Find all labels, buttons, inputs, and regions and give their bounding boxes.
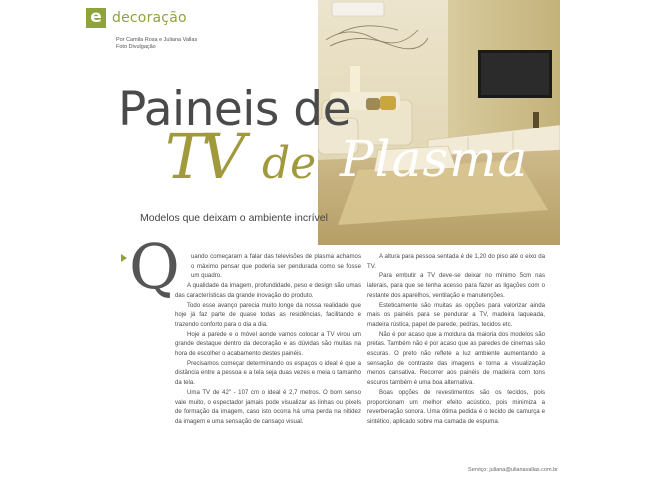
paragraph: Todo esse avanço parecia muito longe da nossa realidade que hoje já faz parte de quase todas as residências, facilitando e trazendo conforto para o dia a dia. — [175, 301, 361, 328]
paragraph: uando começaram a falar das televisões de plasma achamos o máximo pensar que poderia ser pendurada como se fosse um quadro. — [191, 253, 361, 280]
paragraph: A qualidade da imagem, profundidade, peso e design são umas das características da grande inovação do produto. — [175, 282, 361, 299]
credits — [116, 37, 197, 51]
arrow-bullet-icon — [121, 254, 127, 262]
subtitle: Modelos que deixam o ambiente incrível — [140, 212, 328, 224]
living-room-photo — [318, 0, 560, 245]
section-name: decoração — [112, 10, 187, 26]
service-contact: Serviço: juliana@ulianavallas.com.br — [468, 467, 558, 473]
paragraph: Precisamos começar determinando os espaços o ideal é que a distância entre a pessoa e a tela seja duas vezes e meia o tamanho da tela. — [175, 359, 361, 387]
title-plasma: Plasma — [340, 130, 529, 188]
living-room-illustration — [318, 0, 560, 245]
title-de: de — [262, 138, 317, 189]
authors-credit: Por Camila Rosa e Juliana Vallas — [116, 37, 198, 43]
title-line-1: Paineis de — [118, 82, 352, 137]
title-tv: TV — [165, 120, 240, 193]
paragraph: A altura para pessoa sentada é de 1,20 do piso até o eixo da TV. — [367, 253, 545, 270]
paragraph: Hoje a parede e o móvel aonde vamos colocar a TV virou um grande destaque dentro da decoração e as dúvidas são muitas na hora de escolher o acabamento destes painéis. — [175, 330, 361, 358]
paragraph: Não é por acaso que a moldura da maioria dos modelos são pretas. Também não é por acaso que as paredes de cinemas são escuras. O preto não reflete a luz ambiente aumentando a sensação de contraste das imagens e torna a visualização menos cansativa. Recorrer aos painéis de madeira com tons escuros também é uma boa alternativa. — [367, 330, 545, 387]
paragraph: Para embutir a TV deve-se deixar no mínimo 5cm nas laterais, para que se tenha acesso para fazer as ligações com o restante dos aparelhos, ventilação e manutenções. — [367, 272, 545, 299]
section-tag — [86, 8, 187, 28]
section-letter-badge: e — [86, 8, 106, 28]
right-column — [367, 252, 545, 427]
paragraph: Uma TV de 42" - 107 cm o ideal é 2,7 metros. O bom senso vale muito, o espectador jamais pode visualizar as linhas ou pixels de formação da imagem, caso isto ocorra há uma perda na nitidez da imagem e uma sensação de cansaço visual. — [175, 388, 361, 425]
paragraph: Esteticamente são muitas as opções para valorizar ainda mais os painéis para se pendurar a TV, madeira laqueada, madeira rústica, papel de parede, pedras, tecidos etc. — [367, 301, 545, 328]
photo-credit: Foto Divulgação — [116, 44, 156, 50]
drop-cap: Q — [129, 230, 180, 303]
paragraph: Boas opções de revestimentos são os tecidos, pois proporcionam um melhor efeito acústico, pois minimiza a reverberação sonora. Uma ótima pedida é o tecido de camurça e sintético, aplicado sobre ma camada de espuma. — [367, 388, 545, 425]
left-column — [175, 252, 361, 427]
